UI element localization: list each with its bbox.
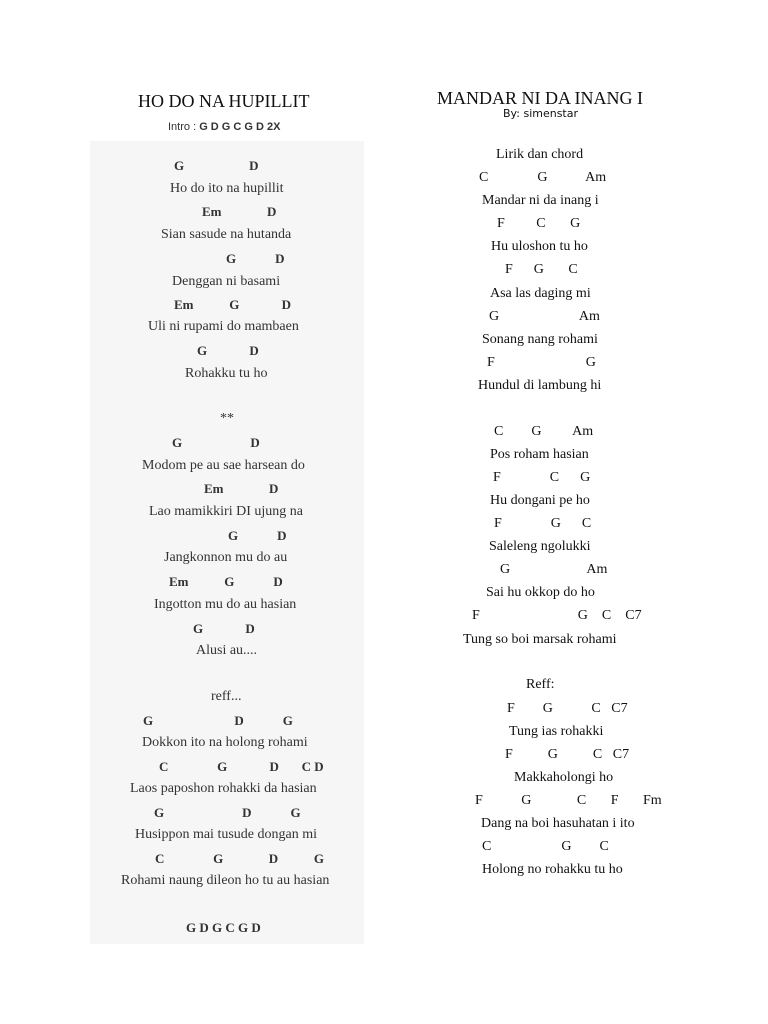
lyric-line: Asa las daging mi [490,286,591,301]
intro-text: Lirik dan chord [496,147,584,162]
chord-line: Em G D [169,574,283,589]
lyric-line: Denggan ni basami [172,274,281,289]
lyric-line: Holong no rohakku tu ho [482,862,623,877]
chord-line: F G C [494,516,592,531]
chord-line: G D [193,621,255,636]
left-song-title: HO DO NA HUPILLIT [138,91,310,111]
lyric-line: Saleleng ngolukki [489,539,591,554]
lyric-line: Dokkon ito na holong rohami [142,735,308,750]
right-song-title: MANDAR NI DA INANG I [437,88,643,108]
lyric-line: Lao mamikkiri DI ujung na [149,504,303,519]
chord-line: Em D [202,204,277,219]
chord-line: G Am [500,562,608,577]
chord-line: G D G [154,805,301,820]
chord-line: F G C [505,262,578,277]
lyric-line: Husippon mai tusude dongan mi [135,827,317,842]
lyric-line: Sai hu okkop do ho [486,585,595,600]
lyric-line: Modom pe au sae harsean do [142,458,305,473]
lyric-line: Sonang nang rohami [482,332,598,347]
chord-line: C G C [482,839,609,854]
byline: By: simenstar [503,107,579,120]
outro-chords: G D G C G D [186,920,261,935]
chord-line: F G C C7 [472,608,642,623]
lyric-line: Ho do ito na hupillit [170,181,284,196]
chord-line: G D [228,528,287,543]
lyric-line: Laos paposhon rohakki da hasian [130,781,317,796]
lyric-line: Mandar ni da inang i [482,193,599,208]
chord-line: F G C F Fm [475,793,662,808]
chord-line: C G D G [155,851,324,866]
chord-line: G Am [489,309,600,324]
chord-line: Em D [204,481,279,496]
chord-line: G D [172,435,260,450]
intro-line [168,121,280,133]
chord-line: F C G [493,470,591,485]
chord-line: C G D C D [159,759,324,774]
lyric-line: Jangkonnon mu do au [164,550,288,565]
chord-line: G D [226,251,285,266]
chord-line: F C G [497,216,581,231]
lyric-line: Tung ias rohakki [509,724,604,739]
lyric-line: Uli ni rupami do mambaen [148,319,299,334]
section-marker: Reff: [526,677,555,692]
section-marker: ** [220,411,234,426]
lyric-line: Hu dongani pe ho [490,493,590,508]
chord-line: G D [174,158,259,173]
lyric-line: Hundul di lambung hi [478,378,602,393]
chord-line: G D G [143,713,293,728]
intro-label: Intro : [168,121,200,133]
chord-line: C G Am [494,424,594,439]
lyric-line: Dang na boi hasuhatan i ito [481,816,635,831]
lyric-line: Rohakku tu ho [185,366,268,381]
chord-line: F G C C7 [507,701,628,716]
chord-line: F G C C7 [505,747,630,762]
intro-chords: G D G C G D 2X [199,121,281,133]
chord-line: G D [197,343,259,358]
chord-line: F G [487,355,596,370]
chord-line: Em G D [174,297,291,312]
lyric-line: Ingotton mu do au hasian [154,597,297,612]
lyric-line: Pos roham hasian [490,447,589,462]
chord-line: C G Am [479,170,607,185]
lyric-line: Tung so boi marsak rohami [463,632,617,647]
lyric-line: Alusi au.... [196,643,258,658]
section-marker: reff... [211,689,242,704]
lyric-line: Hu uloshon tu ho [491,239,588,254]
lyric-line: Sian sasude na hutanda [161,227,292,242]
lyric-line: Rohami naung dileon ho tu au hasian [121,873,330,888]
lyric-line: Makkaholongi ho [514,770,614,785]
